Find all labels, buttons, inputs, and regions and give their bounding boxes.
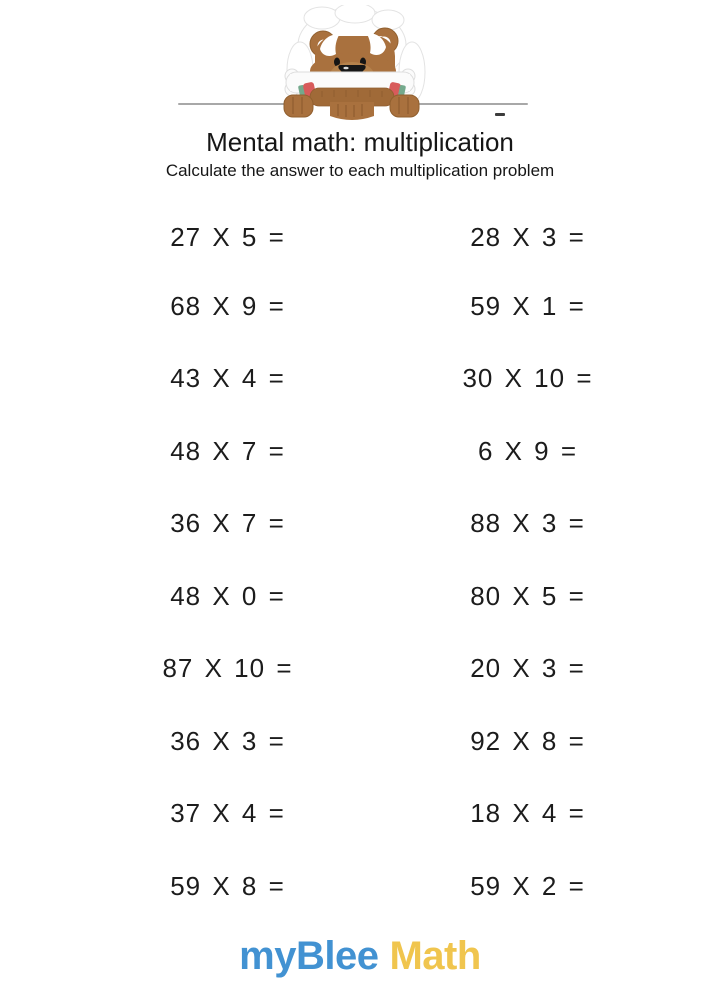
problem-right-7: 20 X 3 = — [470, 653, 585, 683]
problem-left-6: 48 X 0 = — [170, 581, 285, 611]
problem-right-6: 80 X 5 = — [470, 581, 585, 611]
logo-math-text: Math — [389, 934, 481, 978]
problem-right-4: 6 X 9 = — [477, 436, 578, 466]
einstein-bear-mascot-icon — [278, 5, 428, 120]
problem-left-5: 36 X 7 = — [170, 508, 285, 538]
problem-right-5: 88 X 3 = — [470, 508, 585, 538]
page-subtitle: Calculate the answer to each multiplication problem — [165, 161, 555, 180]
page-title: Mental math: multiplication — [206, 127, 514, 157]
problem-left-1: 27 X 5 = — [170, 222, 285, 252]
problem-left-8: 36 X 3 = — [170, 726, 285, 756]
problem-right-9: 18 X 4 = — [470, 798, 585, 828]
logo-myblee-text: myBlee — [239, 934, 379, 978]
problem-left-2: 68 X 9 = — [170, 291, 285, 321]
problem-right-8: 92 X 8 = — [470, 726, 585, 756]
problem-left-3: 43 X 4 = — [170, 363, 285, 393]
problem-left-7: 87 X 10 = — [162, 653, 293, 683]
problem-left-10: 59 X 8 = — [170, 871, 285, 901]
problem-right-3: 30 X 10 = — [462, 363, 593, 393]
problem-left-4: 48 X 7 = — [170, 436, 285, 466]
brand-logo — [0, 930, 720, 982]
problem-right-2: 59 X 1 = — [470, 291, 585, 321]
stray-dash-mark — [495, 113, 505, 116]
problem-right-10: 59 X 2 = — [470, 871, 585, 901]
problem-right-1: 28 X 3 = — [470, 222, 585, 252]
problem-left-9: 37 X 4 = — [170, 798, 285, 828]
